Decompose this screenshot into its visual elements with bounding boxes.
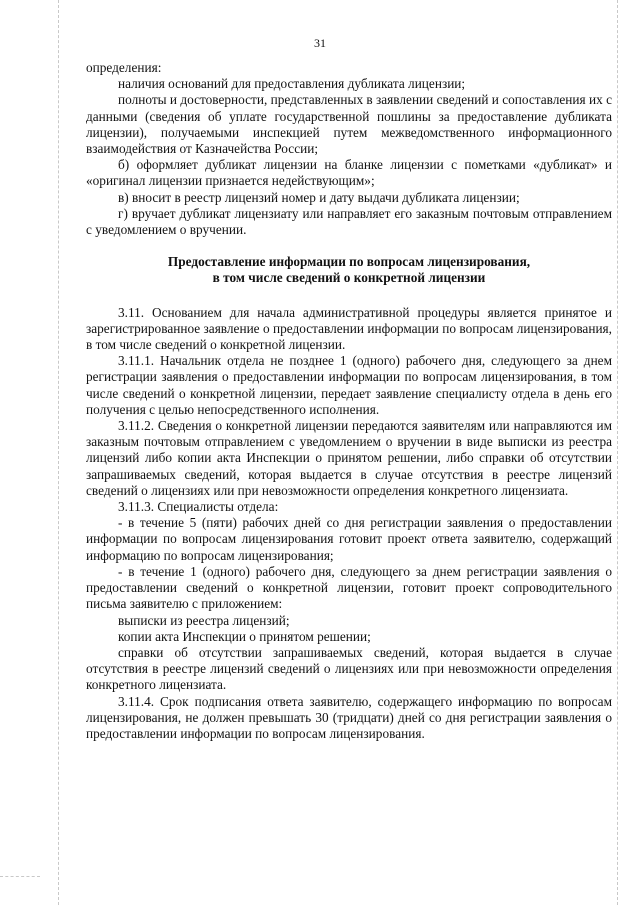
paragraph: г) вручает дубликат лицензиату или направляет его заказным почтовым отправлением с уведомлением о вручении. <box>86 205 612 238</box>
attachment-item: выписки из реестра лицензий; <box>118 612 290 628</box>
paragraph: б) оформляет дубликат лицензии на бланке лицензии с пометками «дубликат» и «оригинал лицензии признается недействующим»; <box>86 157 612 189</box>
section-heading <box>86 254 612 286</box>
section-heading-line: Предоставление информации по вопросам лицензирования, <box>167 254 531 270</box>
paragraph: в) вносит в реестр лицензий номер и дату выдачи дубликата лицензии; <box>118 189 520 205</box>
section-heading-line: в том числе сведений о конкретной лицензии <box>212 270 486 286</box>
paragraph: определения: <box>86 60 162 75</box>
paragraph: полноты и достоверности, представленных в заявлении сведений и сопоставления их с данными (сведения об уплате государственной пошлины за предоставление дубликата лицензии), получаемыми инспекцией путем межведомственного информационного взаимодействия от Казначейства России; <box>86 92 612 157</box>
paragraph-3-11-2: 3.11.2. Сведения о конкретной лицензии передаются заявителям или направляются им заказным почтовым отправлением с уведомлением о вручении в виде выписки из реестра лицензий либо копии акта Инспекции о принятом решении, либо справки об отсутствии запрашиваемых сведений, которая выдается в случае отсутствия в реестре лицензий сведений о лицензиях или при невозможности определения конкретного лицензиата. <box>86 418 612 498</box>
list-item: - в течение 1 (одного) рабочего дня, следующего за днем регистрации заявления о предоставлении сведений о конкретной лицензии, готовит проект сопроводительного письма заявителю с приложением: <box>86 563 612 612</box>
page-edge-right <box>617 0 618 905</box>
paragraph-3-11: 3.11. Основанием для начала административной процедуры является принятое и зарегистрированное заявление о предоставлении информации по вопросам лицензирования, в том числе сведений о конкретной лицензии. <box>86 304 612 353</box>
attachment-item: справки об отсутствии запрашиваемых сведений, которая выдается в случае отсутствия в реестре лицензий сведений о лицензиях или при невозможности определения конкретного лицензиата. <box>86 644 612 693</box>
paragraph: наличия оснований для предоставления дубликата лицензии; <box>118 76 466 92</box>
attachment-item: копии акта Инспекции о принятом решении; <box>118 628 371 644</box>
page-edge-left <box>58 0 59 905</box>
list-item: - в течение 5 (пяти) рабочих дней со дня регистрации заявления о предоставлении информации по вопросам лицензирования готовит проект ответа заявителю, содержащий информацию по вопросам лицензирования; <box>86 515 612 563</box>
page-number: 31 <box>314 36 326 50</box>
paragraph-3-11-1: 3.11.1. Начальник отдела не позднее 1 (одного) рабочего дня, следующего за днем регистрации заявления о предоставлении информации по вопросам лицензирования, в том числе сведений о конкретной лицензии, передает заявление специалисту отдела в день его получения с целью непосредственного исполнения. <box>86 353 612 417</box>
paragraph-3-11-3: 3.11.3. Специалисты отдела: <box>118 499 279 515</box>
scan-corner-mark <box>0 876 40 877</box>
document-body <box>86 60 612 742</box>
paragraph-3-11-4: 3.11.4. Срок подписания ответа заявителю, содержащего информацию по вопросам лицензирования, не должен превышать 30 (тридцати) дней со дня регистрации заявления о предоставлении информации по вопросам лицензирования. <box>86 693 612 741</box>
